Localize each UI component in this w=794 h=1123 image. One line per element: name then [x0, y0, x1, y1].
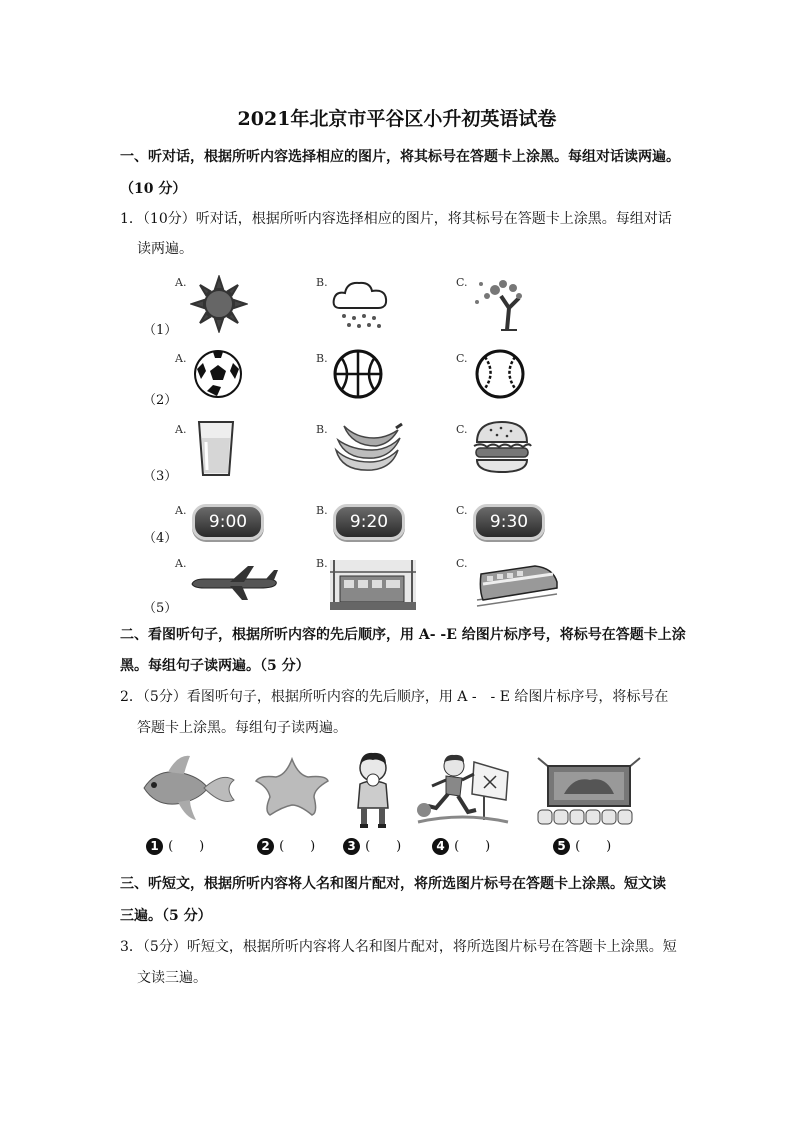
q2-text-line1: 2．（5分）看图听句子，根据所听内容的先后顺序，用 A - - E 给图片标序号，将标号在 [120, 689, 669, 705]
row-label: （5） [143, 601, 178, 616]
row-label: （1） [143, 323, 178, 338]
option-label: B. [316, 423, 328, 436]
rain-cloud-icon[interactable] [330, 274, 392, 330]
option-label: A. [175, 352, 187, 365]
section3-heading-line2: 三遍。（5 分） [120, 908, 212, 924]
option-label: A. [175, 423, 187, 436]
cinema-screen-icon[interactable] [534, 750, 644, 826]
starfish-icon[interactable] [252, 755, 332, 817]
q3-text-line1: 3．（5分）听短文，根据所听内容将人名和图片配对，将所选图片标号在答题卡上涂黑。短 [120, 939, 677, 955]
q2-text-line2: 答题卡上涂黑。每组句子读两遍。 [137, 720, 347, 736]
airplane-icon[interactable] [190, 564, 280, 602]
section3-heading-line1: 三、听短文，根据所听内容将人名和图片配对，将所选图片标号在答题卡上涂黑。短文读 [120, 876, 666, 892]
glass-of-water-icon[interactable] [196, 420, 236, 478]
option-label: B. [316, 557, 328, 570]
option-label: C. [456, 352, 468, 365]
answer-slot-4[interactable] [432, 835, 490, 855]
boy-running-sign-icon[interactable] [414, 750, 510, 830]
page-title: 2021年北京市平谷区小升初英语试卷 [237, 108, 557, 130]
baseball-icon[interactable] [475, 349, 525, 399]
option-label: B. [316, 504, 328, 517]
q1-text-line2: 读两遍。 [137, 241, 193, 257]
option-label: A. [175, 504, 187, 517]
option-label: B. [316, 352, 328, 365]
digital-clock[interactable]: 9:00 [192, 504, 264, 540]
answer-slot-1[interactable] [146, 835, 204, 855]
q3-text-line2: 文读三遍。 [137, 970, 207, 986]
answer-slot-2[interactable] [257, 835, 315, 855]
digital-clock[interactable]: 9:20 [333, 504, 405, 540]
number-badge: 1 [146, 838, 163, 855]
section2-heading-line1: 二、看图听句子，根据所听内容的先后顺序，用 A- -E 给图片标序号，将标号在答题卡上涂 [120, 627, 686, 643]
answer-slot-3[interactable] [343, 835, 401, 855]
sun-icon[interactable] [190, 275, 248, 333]
row-label: （4） [143, 531, 178, 546]
answer-blank[interactable]: ( ) [279, 839, 316, 854]
banana-icon[interactable] [332, 420, 404, 476]
section1-points: （10 分） [120, 181, 187, 197]
section1-heading: 一、听对话，根据所听内容选择相应的图片，将其标号在答题卡上涂黑。每组对话读两遍。 [120, 149, 680, 165]
soccer-ball-icon[interactable] [193, 349, 243, 399]
digital-clock[interactable]: 9:30 [473, 504, 545, 540]
number-badge: 4 [432, 838, 449, 855]
q1-text-line1: 1．（10分）听对话，根据所听内容选择相应的图片，将其标号在答题卡上涂黑。每组对话 [120, 211, 672, 227]
option-label: C. [456, 557, 468, 570]
answer-blank[interactable]: ( ) [168, 839, 205, 854]
row-label: （2） [143, 393, 178, 408]
hamburger-icon[interactable] [471, 420, 533, 476]
answer-blank[interactable]: ( ) [454, 839, 491, 854]
windy-tree-icon[interactable] [473, 274, 529, 332]
basketball-icon[interactable] [333, 349, 383, 399]
option-label: A. [175, 557, 187, 570]
bus-station-icon[interactable] [330, 560, 416, 610]
option-label: B. [316, 276, 328, 289]
answer-slot-5[interactable] [553, 835, 611, 855]
answer-blank[interactable]: ( ) [365, 839, 402, 854]
answer-blank[interactable]: ( ) [575, 839, 612, 854]
sick-boy-icon[interactable] [348, 750, 398, 830]
number-badge: 5 [553, 838, 570, 855]
row-label: （3） [143, 469, 178, 484]
option-label: C. [456, 504, 468, 517]
number-badge: 2 [257, 838, 274, 855]
option-label: C. [456, 423, 468, 436]
option-label: A. [175, 276, 187, 289]
option-label: C. [456, 276, 468, 289]
section2-heading-line2: 黑。每组句子读两遍。（5 分） [120, 658, 310, 674]
number-badge: 3 [343, 838, 360, 855]
goldfish-icon[interactable] [138, 752, 236, 824]
train-icon[interactable] [473, 560, 559, 608]
